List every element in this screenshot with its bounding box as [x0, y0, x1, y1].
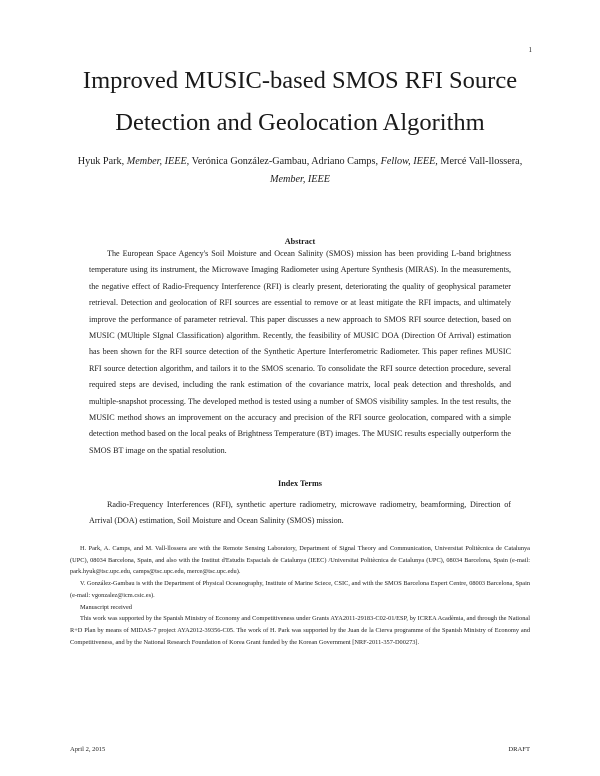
author-name: Hyuk Park,: [77, 156, 125, 167]
paper-title: Improved MUSIC-based SMOS RFI Source Detection and Geolocation Algorithm: [82, 67, 518, 136]
index-terms-text: Radio-Frequency Interferences (RFI), synthetic aperture radiometry, microwave radiometry, beamforming, Direction of Arrival (DOA) estimation, Soil Moisture and Ocean Salinity (SMOS) mission.: [89, 500, 511, 526]
author-name: Mercé Vall-llossera,: [440, 156, 523, 167]
footer-date: April 2, 2015: [70, 746, 106, 753]
author-name: Verónica González-Gambau, Adriano Camps,: [191, 156, 379, 167]
page-number: 1: [528, 46, 532, 54]
footnote-affiliation-2: V. González-Gambau is with the Department of Physical Oceanography, Institute of Marine Sciece, CSIC, and with the SMOS Barcelona Expert Centre, 08003 Barcelona, Spain (e-mail: vgonzalez@icm.csic.es).: [70, 580, 530, 599]
footnote-affiliation-1: H. Park, A. Camps, and M. Vall-llossera are with the Remote Sensing Laboratory, Department of Signal Theory and Communication, Universitat Politècnica de Catalunya (UPC), 08034 Barcelona, Spain, and also with the Institut d'Estudis Espacials de Catalunya (IEEC) /Universitat Politècnica de Catalunya (UPC), 08034 Barcelona, Spain (e-mail: park.hyuk@tsc.upc.edu, camps@tsc.upc.edu, merce@tsc.upc.edu).: [70, 545, 530, 576]
abstract-text: The European Space Agency's Soil Moisture and Ocean Salinity (SMOS) mission has been providing L-band brightness temperature using its instrument, the Microwave Imaging Radiometer using Aperture Synthesis (MIRAS). In the measurements, the negative effect of Radio-Frequency Interference (RFI) is clearly present, deteriorating the quality of geophysical parameter retrieval. Detection and geolocation of RFI sources are essential to remove or at least mitigate the RFI impacts, and ultimately improve the performance of parameter retrieval. This paper discusses a new approach to SMOS RFI source detection, based on MUSIC (MUltiple SIgnal Classification) algorithm. Recently, the feasibility of MUSIC DOA (Direction Of Arrival) estimation has been shown for the RFI source detection of the Synthetic Aperture Interferometric Radiometer. This paper refines MUSIC RFI source detection algorithm, and tailors it to the SMOS scenario. To consolidate the RFI source detection procedure, several required steps are devised, including the rank estimation of the covariance matrix, local peak detection and thresholds, and multiple-snapshot processing. The developed method is tested using a number of SMOS visibility samples. In the test results, the MUSIC method shows an improvement on the accuracy and precision of the RFI source geolocation, compared with a simple detection method based on the local peaks of Brightness Temperature (BT) images. The MUSIC results especially outperform the SMOS BT image on the spatial resolution.: [89, 249, 511, 455]
index-terms-heading: Index Terms: [278, 479, 322, 488]
footer-draft: DRAFT: [508, 746, 530, 753]
author-affiliation: Fellow, IEEE,: [380, 156, 438, 167]
footnote-funding: This work was supported by the Spanish Ministry of Economy and Competitiveness under Grants AYA2011-29183-C02-01/ESP, by ICREA Acadèmia, and through the National R+D Plan by means of MIDAS-7 project AYA2012-39356-C05. The work of H. Park was supported by the Juan de la Cierva programme of the Spanish Ministry of Economy and Competitiveness, and by the National Research Foundation of Korea Grant funded by the Korean Government [NRF-2011-357-D00273].: [70, 615, 530, 646]
footnote-manuscript: Manuscript received: [80, 603, 132, 611]
author-affiliation: Member, IEEE,: [126, 156, 190, 167]
abstract-heading: Abstract: [284, 237, 316, 246]
footnotes: [70, 543, 530, 648]
author-affiliation: Member, IEEE: [270, 174, 330, 185]
author-list: [70, 153, 530, 189]
